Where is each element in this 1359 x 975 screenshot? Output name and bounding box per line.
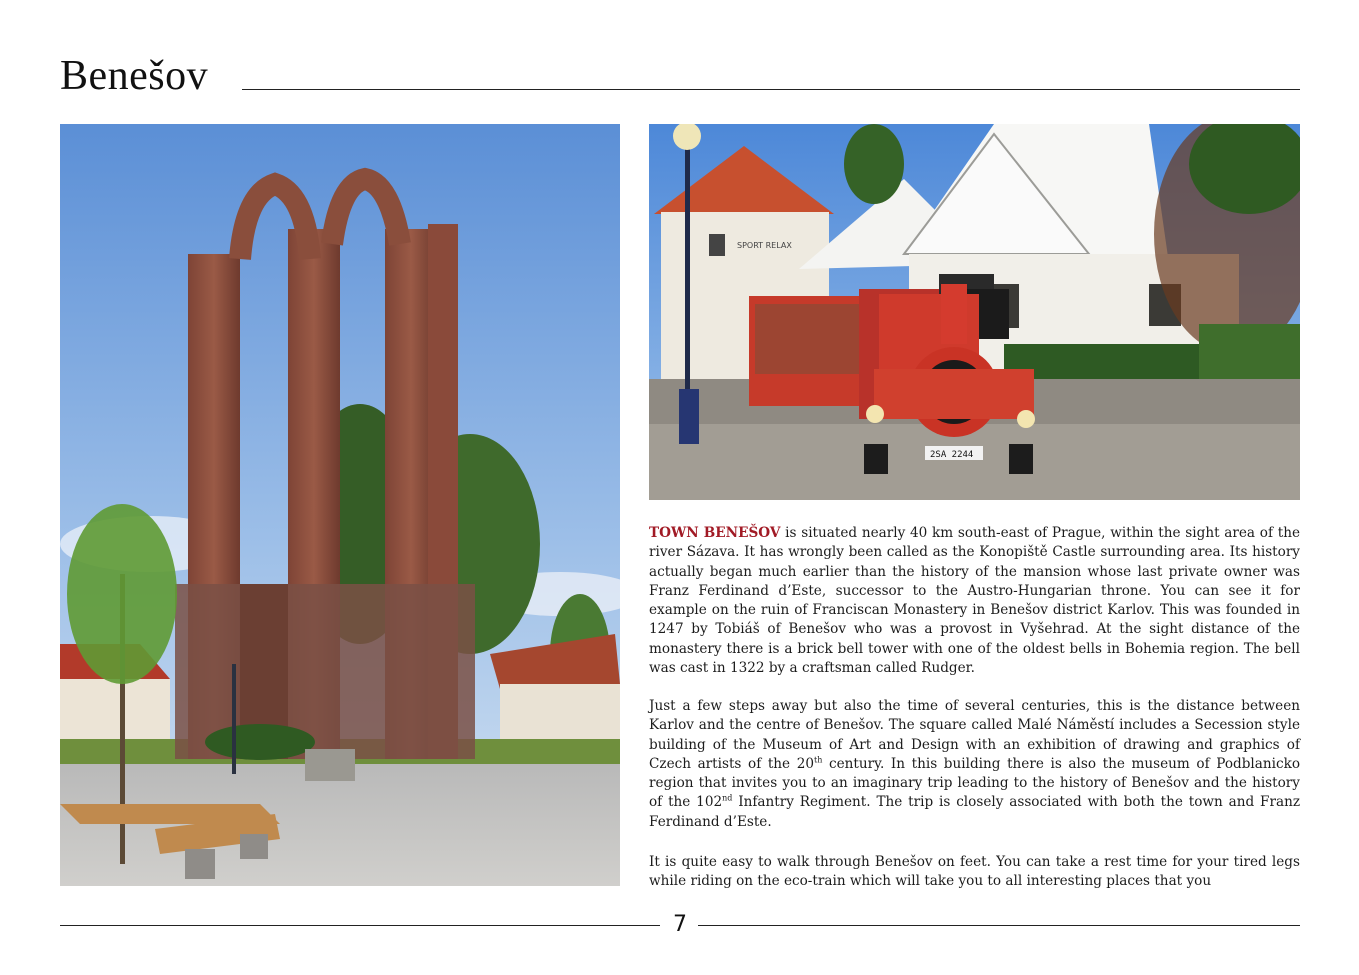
shop-sign: SPORT RELAX (737, 241, 792, 250)
footer-divider-right (698, 925, 1300, 926)
paragraph-text-part: century. In this building there is also the museum of Podblanicko region that invites you to an imaginary trip leading to the history of Benešov and the history of the 102 (649, 755, 1301, 811)
page-number: 7 (673, 912, 687, 937)
superscript: th (814, 755, 823, 765)
superscript: nd (722, 793, 733, 803)
paragraph-text-part: Just a few steps away but also the time of several centuries, this is the distance between Karlov and the centre of Benešov. The square called Malé Náměstí includes a Secession style building of the Museum of Art and Design with an exhibition of drawing and graphics of Czech artists of the 20 (649, 698, 1300, 772)
lead-heading: TOWN BENEŠOV (649, 525, 781, 541)
page-title: Benešov (60, 53, 209, 99)
paragraph-text-part: Infantry Regiment. The trip is closely associated with both the town and Franz Ferdinand d’Este. (649, 794, 1300, 830)
footer-divider-left (60, 925, 660, 926)
paragraph-body: is situated nearly 40 km south-east of Prague, within the sight area of the river Sázava. It has wrongly been called as the Konopiště Castle surrounding area. Its history actually began much earlier than the history of the mansion whose last private owner was Franz Ferdinand d’Este, successor to the Austro-Hungarian throne. You can see it for example on the ruin of Franciscan Monastery in Benešov district Karlov. This was founded in 1247 by Tobiáš of Benešov who was a provost in Vyšehrad. At the sight distance of the monastery there is a brick bell tower with one of the oldest bells in Bohemia region. The bell was cast in 1322 by a craftsman called Rudger. (649, 525, 1300, 677)
monastery-ruin-photo (60, 124, 620, 886)
title-divider (242, 89, 1300, 90)
train-license-plate: 2SA 2244 (930, 450, 974, 460)
paragraph-eco-train: It is quite easy to walk through Benešov on feet. You can take a rest time for your tired legs while riding on the eco-train which will take you to all interesting places that you (649, 854, 1300, 890)
eco-train-photo (649, 124, 1300, 500)
paragraph-town-intro (649, 524, 1300, 678)
paragraph-karlov-centre (649, 697, 1300, 832)
